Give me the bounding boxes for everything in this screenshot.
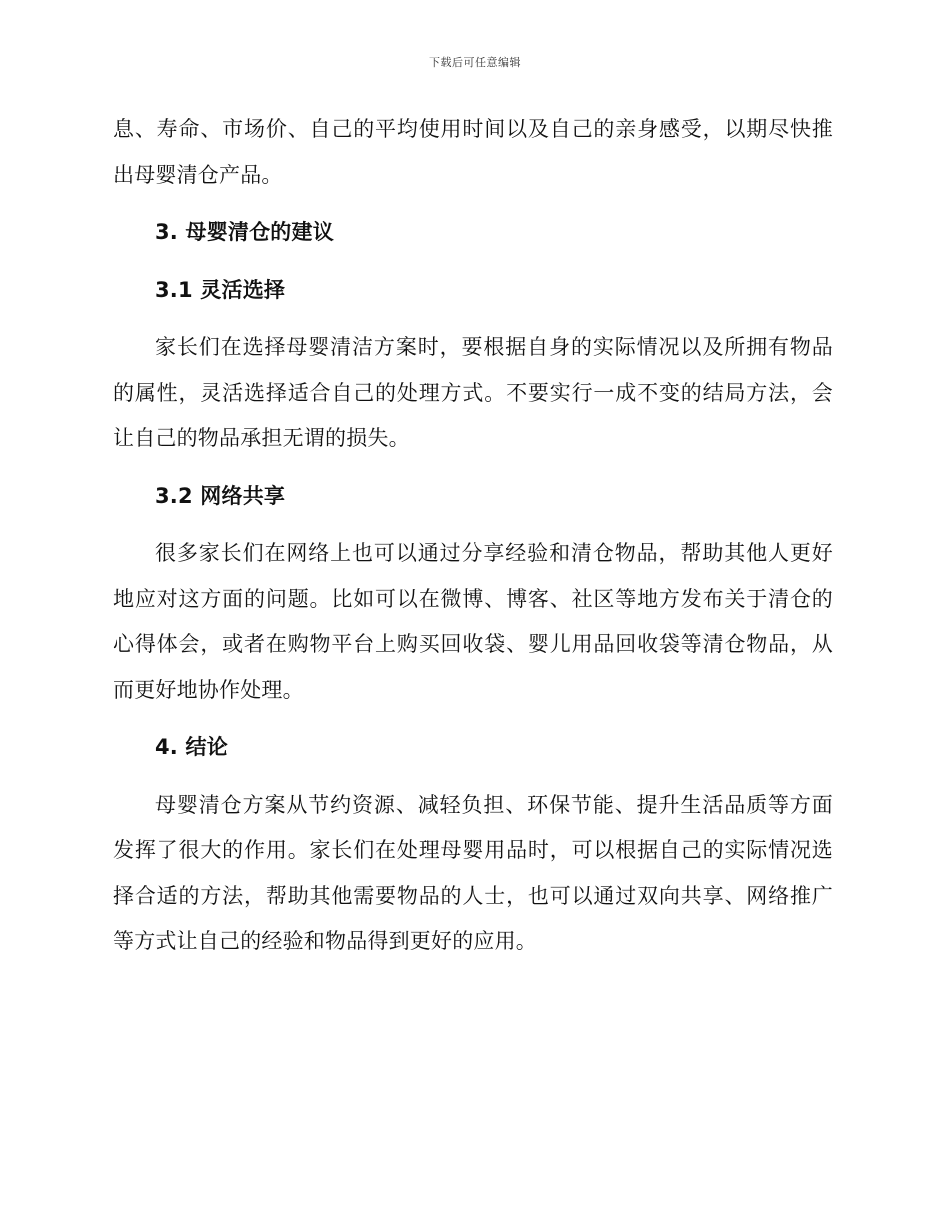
section-heading-3: 3. 母婴清仓的建议 <box>155 220 334 244</box>
subsection-heading-3-1: 3.1 灵活选择 <box>155 277 286 302</box>
subsection-heading-3-2: 3.2 网络共享 <box>155 483 286 508</box>
paragraph-3-2: 很多家长们在网络上也可以通过分享经验和清仓物品，帮助其他人更好地应对这方面的问题。比如可以在微博、博客、社区等地方发布关于清仓的心得体会，或者在购物平台上购买回收袋、婴儿用品回收袋等清仓物品，从而更好地协作处理。 <box>113 541 833 702</box>
section-heading-4: 4. 结论 <box>155 735 228 759</box>
paragraph-continuation: 息、寿命、市场价、自己的平均使用时间以及自己的亲身感受，以期尽快推出母婴清仓产品。 <box>113 117 833 187</box>
page-header: 下载后可任意编辑 <box>429 56 521 69</box>
paragraph-3-1: 家长们在选择母婴清洁方案时，要根据自身的实际情况以及所拥有物品的属性，灵活选择适合自己的处理方式。不要实行一成不变的结局方法，会让自己的物品承担无谓的损失。 <box>113 335 833 450</box>
paragraph-4: 母婴清仓方案从节约资源、减轻负担、环保节能、提升生活品质等方面发挥了很大的作用。家长们在处理母婴用品时，可以根据自己的实际情况选择合适的方法，帮助其他需要物品的人士，也可以通过双向共享、网络推广等方式让自己的经验和物品得到更好的应用。 <box>113 792 833 953</box>
document-body <box>113 107 833 965</box>
